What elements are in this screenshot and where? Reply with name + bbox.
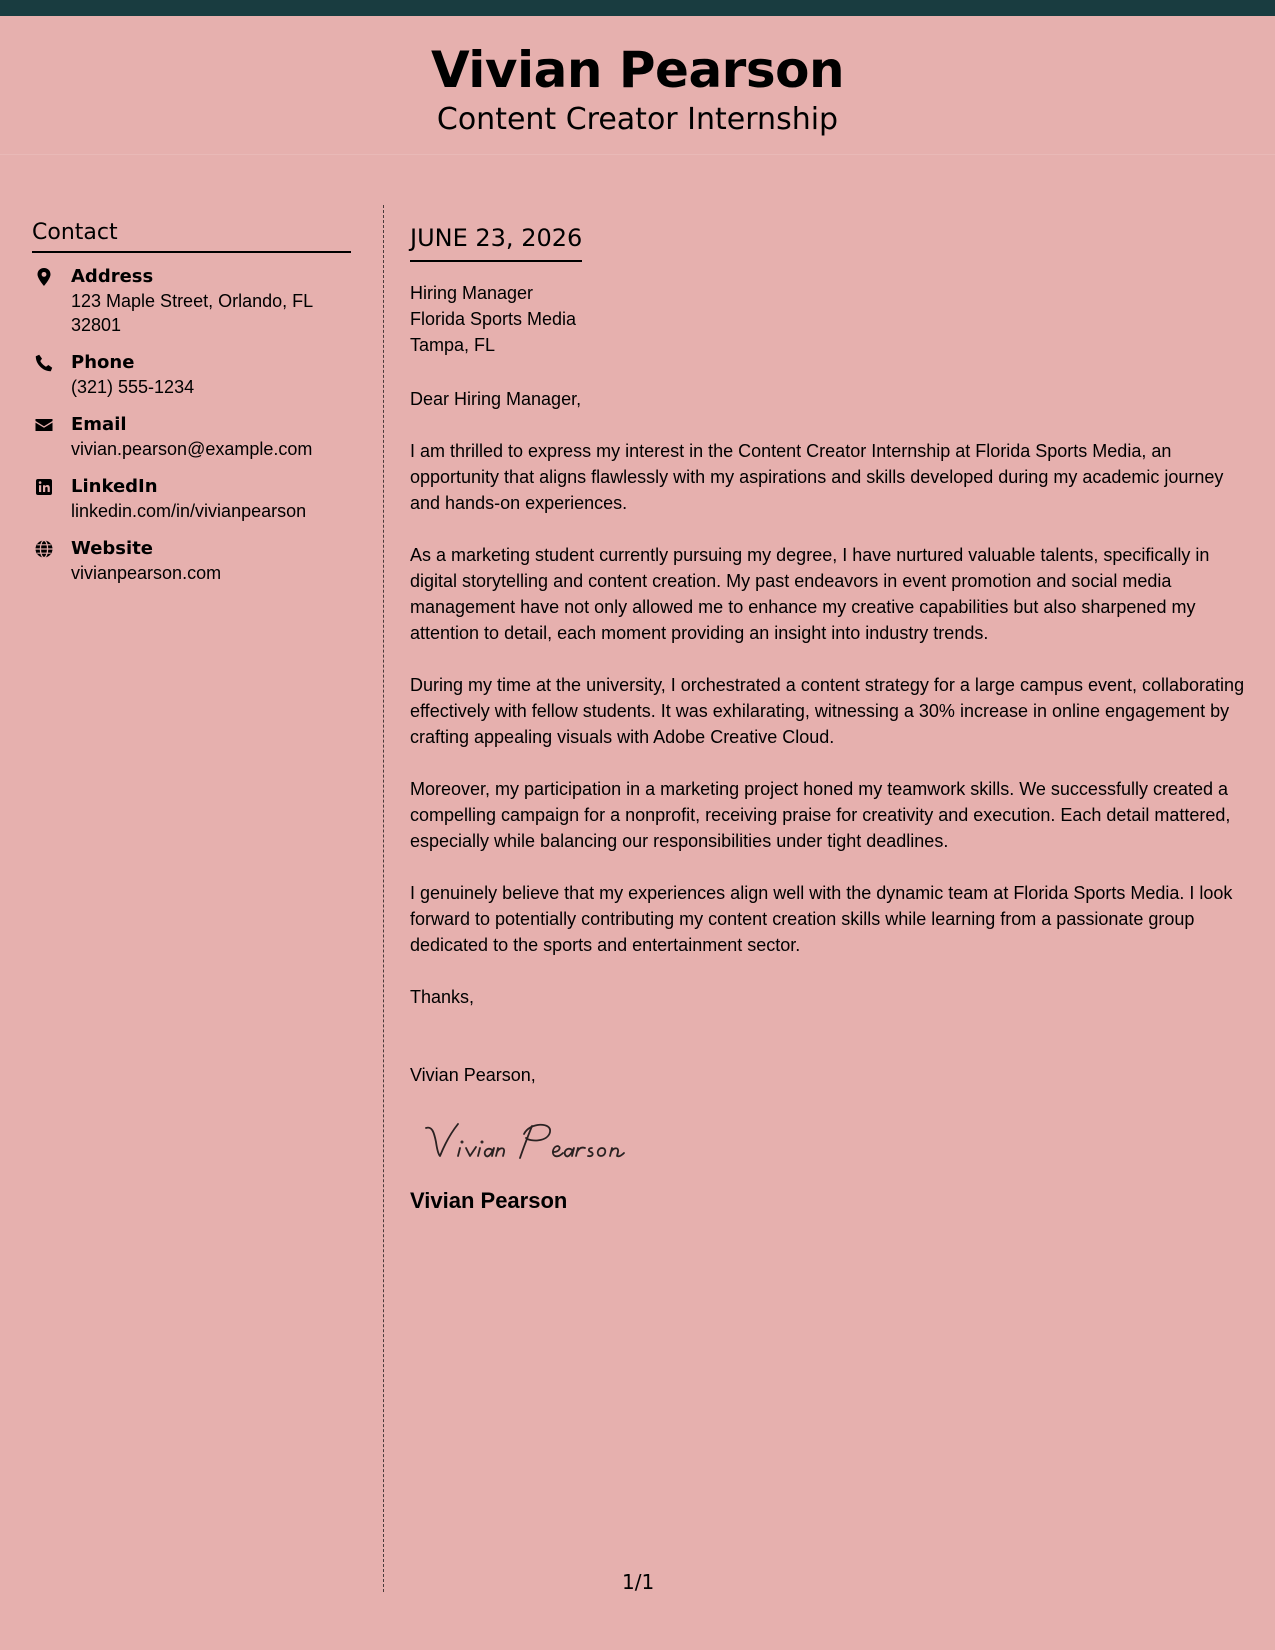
letter-date: JUNE 23, 2026 (410, 222, 582, 262)
page-number: 1/1 (622, 1570, 655, 1594)
recipient-line: Tampa, FL (410, 335, 496, 355)
contact-label: Phone (71, 352, 135, 373)
contact-value: (321) 555-1234 (71, 377, 195, 397)
job-title: Content Creator Internship (436, 102, 839, 137)
contact-value: vivianpearson.com (71, 563, 222, 583)
contact-item-website (32, 537, 351, 585)
recipient-block (410, 280, 1250, 358)
recipient-line: Hiring Manager (410, 283, 534, 303)
contact-heading: Contact (32, 218, 351, 253)
recipient-line: Florida Sports Media (410, 309, 577, 329)
contact-value: 123 Maple Street, Orlando, FL 32801 (71, 291, 313, 335)
contact-label: LinkedIn (71, 476, 158, 497)
letter-paragraph: I am thrilled to express my interest in the Content Creator Internship at Florida Sports Media, an opportunity that aligns flawlessly with my aspirations and skills developed during my academic journey and hands-on experiences. (410, 441, 1224, 513)
top-accent-bar (0, 0, 1275, 16)
contact-sidebar (32, 218, 351, 599)
salutation: Dear Hiring Manager, (410, 389, 582, 409)
contact-item-email (32, 413, 351, 461)
letter-paragraph: As a marketing student currently pursuing my degree, I have nurtured valuable talents, specifically in digital storytelling and content creation. My past endeavors in event promotion and social media management have not only allowed me to enhance my creative capabilities but also sharpened my attention to detail, each moment providing an insight into industry trends. (410, 545, 1210, 643)
letter-paragraph: I genuinely believe that my experiences align well with the dynamic team at Florida Sports Media. I look forward to potentially contributing my content creation skills while learning from a passionate group dedicated to the sports and entertainment sector. (410, 883, 1233, 955)
contact-list (32, 265, 351, 585)
closing: Thanks, (410, 987, 475, 1007)
contact-label: Address (71, 266, 154, 287)
contact-label: Website (71, 538, 154, 559)
letter-body (410, 222, 1250, 1216)
contact-label: Email (71, 414, 127, 435)
column-divider (383, 205, 384, 1592)
phone-icon (34, 353, 54, 373)
globe-icon (34, 539, 54, 559)
contact-item-linkedin (32, 475, 351, 523)
map-pin-icon (34, 267, 54, 287)
letter-paragraph: Moreover, my participation in a marketing project honed my teamwork skills. We successfully created a compelling campaign for a nonprofit, receiving praise for creativity and execution. Each detail mattered, especially while balancing our responsibilities under tight deadlines. (410, 779, 1231, 851)
contact-value: vivian.pearson@example.com (71, 439, 313, 459)
contact-value: linkedin.com/in/vivianpearson (71, 501, 307, 521)
linkedin-icon (34, 477, 54, 497)
envelope-icon (34, 415, 54, 435)
handwritten-signature (420, 1112, 1250, 1168)
signed-name: Vivian Pearson, (410, 1065, 536, 1085)
contact-item-address (32, 265, 351, 337)
contact-item-phone (32, 351, 351, 399)
applicant-name: Vivian Pearson (430, 41, 845, 99)
letter-paragraph: During my time at the university, I orchestrated a content strategy for a large campus event, collaborating effectively with fellow students. It was exhilarating, witnessing a 30% increase in online engagement by crafting appealing visuals with Adobe Creative Cloud. (410, 675, 1245, 747)
printed-name: Vivian Pearson (410, 1188, 568, 1213)
page-header (0, 16, 1275, 155)
